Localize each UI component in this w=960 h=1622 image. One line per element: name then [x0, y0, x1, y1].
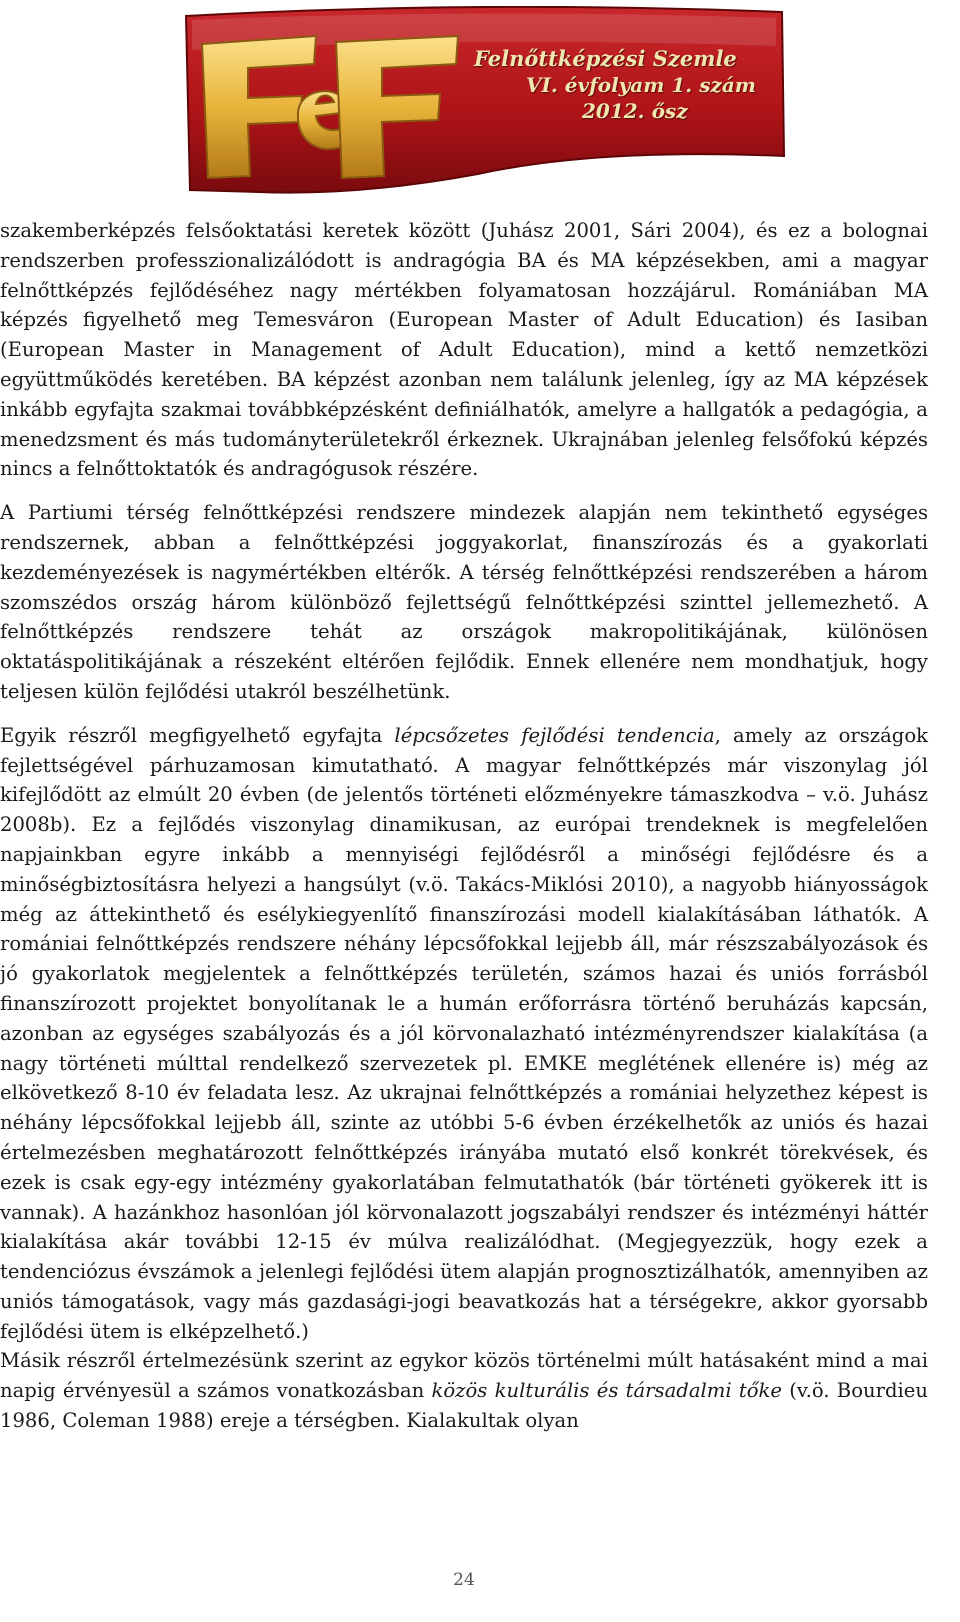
journal-name: Felnőttképzési Szemle: [474, 46, 737, 71]
page-number: 24: [453, 1570, 475, 1590]
journal-volume: VI. évfolyam 1. szám: [526, 73, 756, 97]
fef-logo-icon: [178, 6, 478, 196]
journal-issue: 2012. ősz: [582, 99, 688, 123]
article-body: [0, 216, 928, 1436]
paragraph: [0, 498, 928, 707]
paragraph: [0, 216, 928, 484]
paragraph: [0, 1346, 928, 1435]
paragraph-text: (v.ö. Bourdieu 1986, Coleman 1988) ereje a térségben. Kialakultak olyan: [0, 1379, 929, 1433]
emphasis-text: lépcsőzetes fejlődési tendencia: [394, 723, 715, 747]
journal-banner: [178, 6, 790, 196]
paragraph-text: A Partiumi térség felnőttképzési rendszere mindezek alapján nem tekinthető egységes rendszernek, abban a felnőttképzési joggyakorlat, finanszírozás és a gyakorlati kezdeményezések is nagymértékben eltérők. A térség felnőttképzési rendszerében a három szomszédos ország három különböző fejlettségű felnőttképzési szinttel jellemezhető. A felnőttképzés rendszere tehát az országok makropolitikájának, különösen oktatáspolitikájának a részeként eltérően fejlődik. Ennek ellenére nem mondhatjuk, hogy teljesen külön fejlődési utakról beszélhetünk.: [0, 501, 928, 703]
banner-title-block: [474, 46, 774, 123]
paragraph-text: Egyik részről megfigyelhető egyfajta: [0, 723, 395, 747]
paragraph-text: szakemberképzés felsőoktatási keretek között (Juhász 2001, Sári 2004), és ez a bolognai rendszerben professzionalizálódott is andragógia BA és MA képzésekben, ami a magyar felnőttképzés fejlődéséhez nagy mértékben folyamatosan hozzájárul. Romániában MA képzés figyelhető meg Temesváron (European Master of Adult Education) és Iasiban (European Master in Management of Adult Education), mind a kettő nemzetközi együttműködés keretében. BA képzést azonban nem találunk jelenleg, így az MA képzések inkább egyfajta szakmai továbbképzésként definiálhatók, amelyre a hallgatók a pedagógia, a menedzsment és más tudományterületekről érkeznek. Ukrajnában jelenleg felsőfokú képzés nincs a felnőttoktatók és andragógusok részére.: [0, 219, 928, 481]
paragraph: [0, 721, 928, 1347]
paragraph-text: Másik részről értelmezésünk szerint az egykor közös történelmi múlt hatásaként mind a mai napig érvényesül a számos vonatkozásban: [0, 1349, 928, 1403]
emphasis-text: közös kulturális és társadalmi tőke: [431, 1379, 783, 1403]
paragraph-text: , amely az országok fejlettségével párhuzamosan kimutatható. A magyar felnőttképzés már viszonylag jól kifejlődött az elmúlt 20 évben (de jelentős történeti előzményekre támaszkodva – v.ö. Juhász 2008b). Ez a fejlődés viszonylag dinamikusan, az európai trendeknek is megfelelően napjainkban egyre inkább a mennyiségi fejlődésről a minőségi fejlődésre és a minőségbiztosításra helyezi a hangsúlyt (v.ö. Takács-Miklósi 2010), a nagyobb hiányosságok még az áttekinthető és esélykiegyenlítő finanszírozási modell kialakításában láthatók. A romániai felnőttképzés rendszere néhány lépcsőfokkal lejjebb áll, már részszabályozások és jó gyakorlatok megjelentek a felnőttképzés területén, számos hazai és uniós forrásból finanszírozott projektet bonyolítanak le a humán erőforrásra történő beruházás kapcsán, azonban az egységes szabályozás és a jól körvonalazható intézményrendszer kialakítása (a nagy történeti múlttal rendelkező szervezetek pl. EMKE meglétének ellenére is) még az elkövetkező 8-10 év feladata lesz. Az ukrajnai felnőttképzés a romániai helyzethez képest is néhány lépcsőfokkal lejjebb áll, szinte az utóbbi 5-6 évben érzékelhetők az uniós és hazai értelmezésben meghatározott felnőttképzés irányába mutató első konkrét törekvések, és ezek is csak egy-egy intézmény gyakorlatában felmutathatók (bár történeti gyökerek itt is vannak). A hazánkhoz hasonlóan jól körvonalazott jogszabályi rendszer és intézményi háttér kialakítása akár további 12-15 év múlva realizálódhat. (Megjegyezzük, hogy ezek a tendenciózus évszámok a jelenlegi fejlődési ütem alapján prognosztizálhatók, amennyiben az uniós támogatások, vagy más gazdasági-jogi beavatkozás hat a térségekre, akkor gyorsabb fejlődési ütem is elképzelhető.): [0, 723, 929, 1343]
